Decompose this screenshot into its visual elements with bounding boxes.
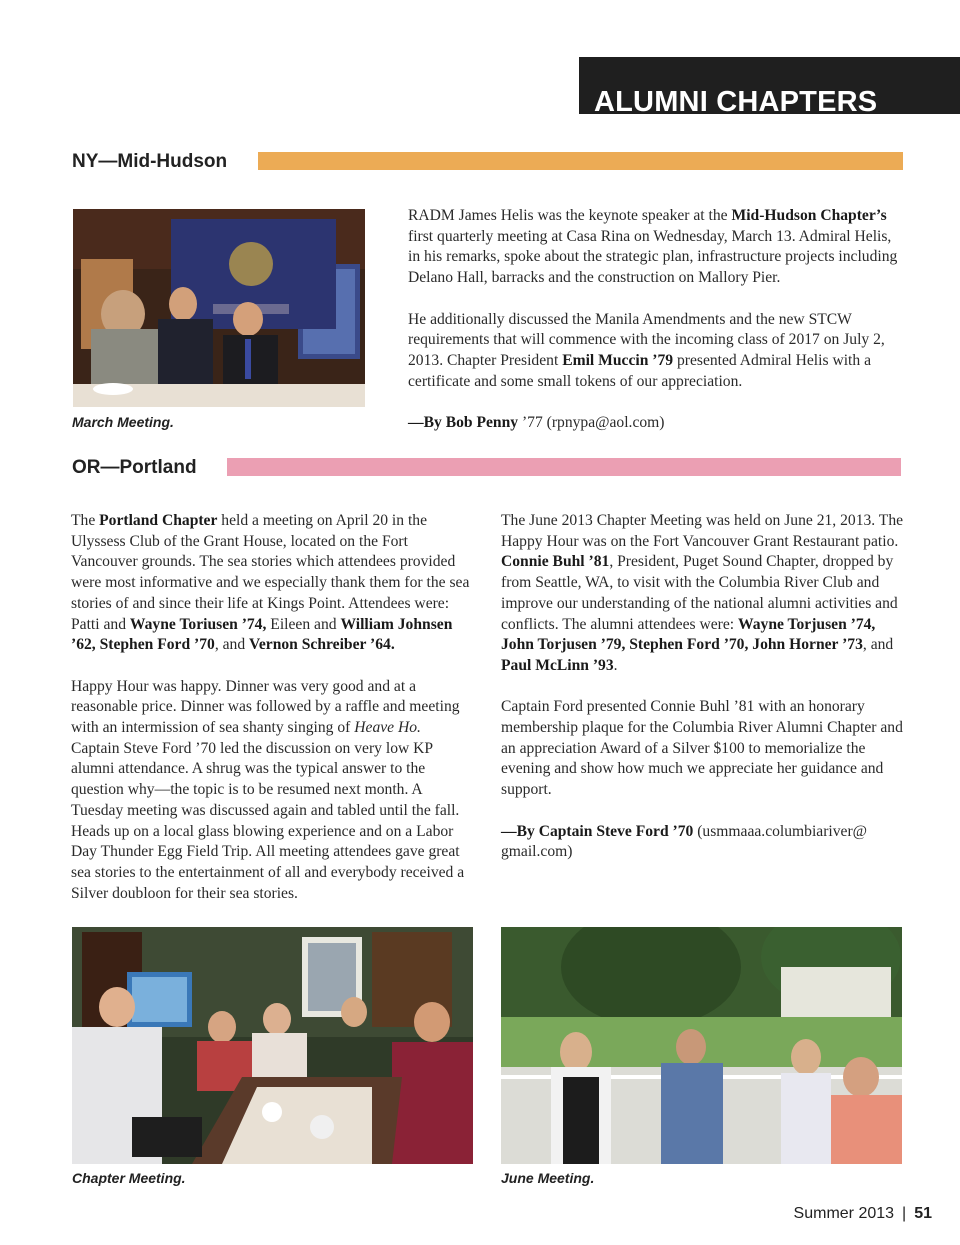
or-right-column (501, 511, 906, 884)
or-left-paragraph-1: The Portland Chapter held a meeting on April 20 in the Ulyssess Club of the Grant House, located on the Fort Vancouver grounds. The sea stories which attendees provided were most informative and we especially thank them for the sea stories of and since their life at Kings Point. Attendees were: Patti and Wayne Toriusen ’74, Eileen and William Johnsen ’62, Stephen Ford ’70, and Vernon Schreiber ’64. (71, 512, 470, 654)
march-meeting-caption: March Meeting. (72, 414, 174, 430)
page-number: 51 (914, 1205, 932, 1222)
dinner-photo (72, 927, 473, 1164)
ny-article (408, 206, 905, 454)
ny-paragraph-1: RADM James Helis was the keynote speaker at the Mid-Hudson Chapter’s first quarterly meeting at Casa Rina on Wednesday, March 13. Admiral Helis, in his remarks, spoke about the strategic plan, infrastructure projects including Delano Hall, barracks and the construction on Mallory Pier. (408, 207, 898, 287)
or-right-paragraph-1: The June 2013 Chapter Meeting was held on June 21, 2013. The Happy Hour was on the Fort Vancouver Grant Restaurant patio. Connie Buhl ’81, President, Puget Sound Chapter, dropped by from Seattle, WA, to visit with the Columbia River Club and improve our understanding of the national alumni activities and conflicts. The alumni attendees were: Wayne Torjusen ’74, John Torjusen ’79, Stephen Ford ’70, John Horner ’73, and Paul McLinn ’93. (501, 512, 904, 674)
ny-section-title: NY—Mid-Hudson (72, 151, 228, 172)
patio-photo (501, 927, 902, 1164)
page-title: ALUMNI CHAPTERS (594, 86, 878, 114)
or-right-paragraph-2: Captain Ford presented Connie Buhl ’81 with an honorary membership plaque for the Columbia River Alumni Chapter and an appreciation Award of a Silver $100 to memorialize the evening and show how much we appreciate her guidance and support. (501, 698, 903, 799)
page-footer (794, 1205, 932, 1223)
ny-paragraph-2: He additionally discussed the Manila Amendments and the new STCW requirements that will commence with the incoming class of 2017 on July 2, 2013. Chapter President Emil Muccin ’79 presented Admiral Helis with a certificate and some small tokens of our appreciation. (408, 310, 885, 390)
june-meeting-caption: June Meeting. (501, 1170, 595, 1186)
chapter-meeting-caption: Chapter Meeting. (72, 1170, 186, 1186)
ny-byline: —By Bob Penny ’77 (rpnypa@aol.com) (408, 414, 665, 431)
or-left-column (71, 511, 473, 925)
or-section-bar (227, 458, 901, 476)
or-left-paragraph-2: Happy Hour was happy. Dinner was very good and at a reasonable price. Dinner was followed by a raffle and meeting with an intermission of sea shanty singing of Heave Ho. Captain Steve Ford ’70 led the discussion on very low KP alumni attendance. A shrug was the typical answer to the question why—the topic is to be resumed next month. A Tuesday meeting was discussed again and tabled until the fall. Heads up on a local glass blowing experience and on a Labor Day Thunder Egg Field Trip. All meeting attendees gave great sea stories to the entertainment of all and everybody received a Silver doubloon for their sea stories. (71, 677, 465, 902)
ny-section-bar (258, 152, 903, 170)
footer-separator: | (902, 1205, 907, 1222)
or-section-title: OR—Portland (72, 457, 197, 478)
issue-label: Summer 2013 (793, 1205, 895, 1222)
or-right-byline: —By Captain Steve Ford ’70 (usmmaaa.columbiariver@ gmail.com) (501, 822, 868, 861)
meeting-photo (73, 209, 365, 407)
